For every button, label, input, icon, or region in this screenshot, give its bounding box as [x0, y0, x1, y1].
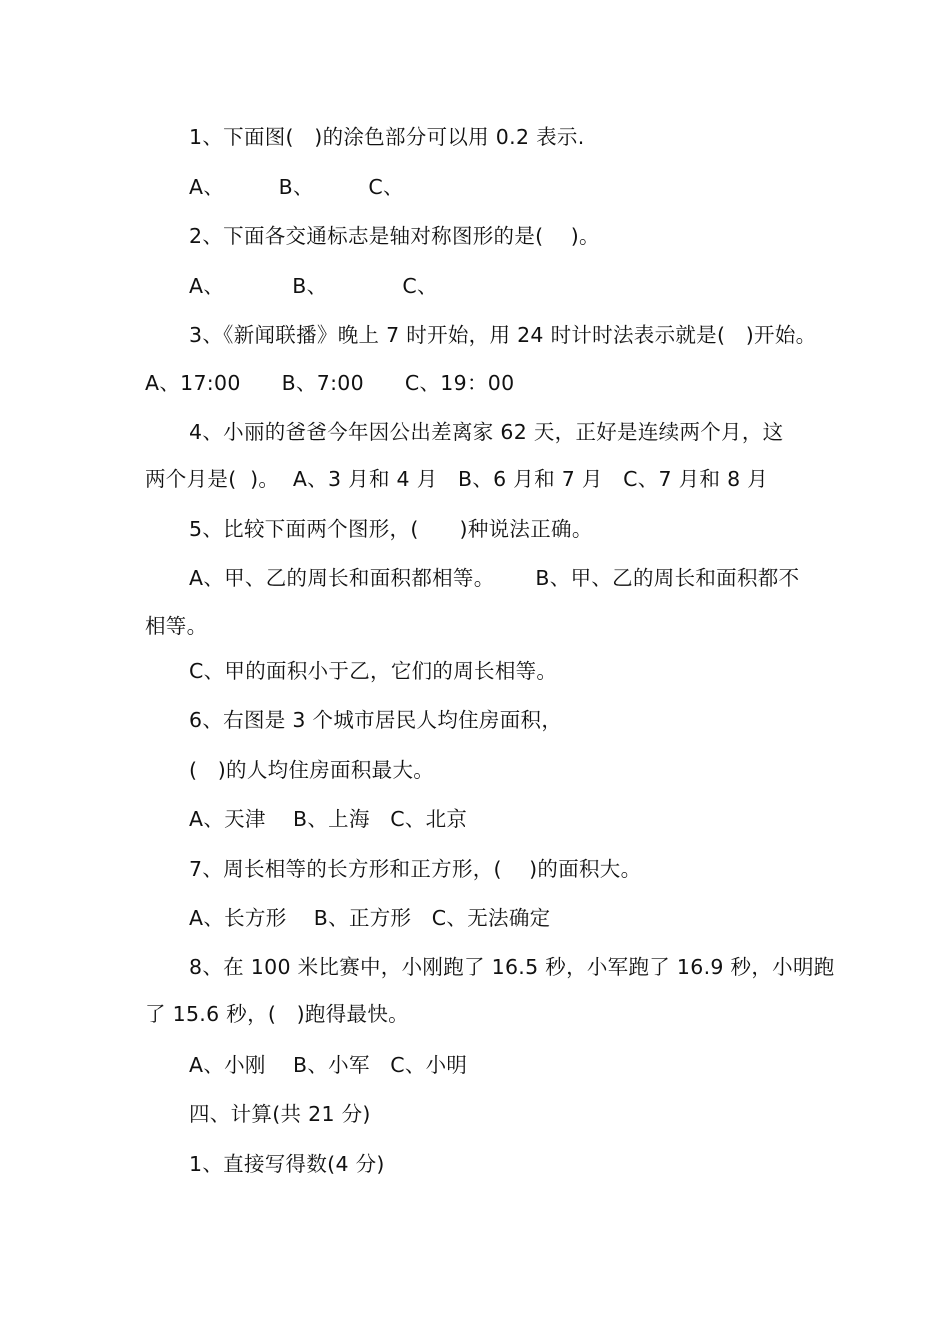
q3-options: A、17:00 B、7:00 C、19：00	[145, 371, 515, 395]
q1-options: A、 B、 C、	[189, 175, 404, 199]
q3-question: 3、《新闻联播》晚上 7 时开始，用 24 时计时法表示就是( )开始。	[189, 323, 817, 347]
q7-options: A、长方形 B、正方形 C、无法确定	[189, 906, 551, 930]
q7-question: 7、周长相等的长方形和正方形，( )的面积大。	[189, 857, 642, 881]
q4-question-line1: 4、小丽的爸爸今年因公出差离家 62 天，正好是连续两个月，这	[189, 420, 784, 444]
q6-question-line1: 6、右图是 3 个城市居民人均住房面积，	[189, 708, 563, 732]
q6-options: A、天津 B、上海 C、北京	[189, 807, 468, 831]
q5-question: 5、比较下面两个图形，( )种说法正确。	[189, 517, 593, 541]
calc-question-1: 1、直接写得数(4 分)	[189, 1152, 385, 1176]
q4-question-line2: 两个月是( )。 A、3 月和 4 月 B、6 月和 7 月 C、7 月和 8 月	[145, 467, 769, 491]
q1-question: 1、下面图( )的涂色部分可以用 0.2 表示.	[189, 125, 585, 149]
q5-option-ab: A、甲、乙的周长和面积都相等。 B、甲、乙的周长和面积都不	[189, 566, 800, 590]
q6-question-line2: ( )的人均住房面积最大。	[189, 758, 435, 782]
q8-question-line2: 了 15.6 秒，( )跑得最快。	[145, 1002, 409, 1026]
q8-question-line1: 8、在 100 米比赛中，小刚跑了 16.5 秒，小军跑了 16.9 秒，小明跑	[189, 955, 835, 979]
q8-options: A、小刚 B、小军 C、小明	[189, 1053, 468, 1077]
section-heading: 四、计算(共 21 分)	[189, 1102, 371, 1126]
q2-options: A、 B、 C、	[189, 274, 438, 298]
q5-option-c: C、甲的面积小于乙，它们的周长相等。	[189, 659, 558, 683]
q5-option-ab-cont: 相等。	[145, 614, 208, 638]
q2-question: 2、下面各交通标志是轴对称图形的是( )。	[189, 224, 600, 248]
